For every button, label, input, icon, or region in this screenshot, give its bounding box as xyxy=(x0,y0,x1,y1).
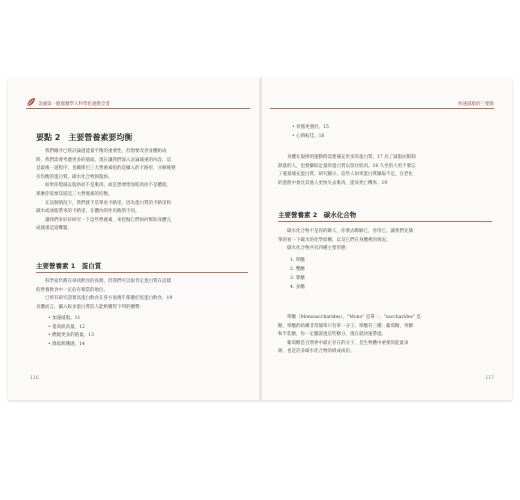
carb-paragraphs xyxy=(278,228,492,254)
intro-line: 碳水或油脂帶來的卡路里，在體內的作用截然不同。 xyxy=(36,209,140,215)
list-item: 3. 寡醣 xyxy=(290,276,305,281)
intro-paragraphs xyxy=(36,148,248,234)
carb-types-list xyxy=(290,256,305,292)
subheading-carbs: 主要營養素 2 碳水化合物 xyxy=(278,211,357,219)
body-line: 碳水化合物共有四種主要形態： xyxy=(287,246,350,252)
list-item: • 燃燒更多的熱量。13 xyxy=(48,332,94,341)
subheading-rule xyxy=(36,272,248,273)
body-line: 熱量的人，也要攝取足量的蛋白質以留住肌肉。18 久坐的人更不要忘 xyxy=(278,163,416,169)
body-line: 葡萄糖是自然界中最正存在的分子，是生物體中重要的能量來 xyxy=(287,340,409,346)
list-item: • 加速減脂。11 xyxy=(48,315,94,324)
intro-line: 是最後一道程序，也關係巴三大營養素指的是攝入的卡路里，分解後變 xyxy=(36,166,176,172)
intro-line: 我們剛才已經討論過能量平衡的重要性，但想要改善身體組成 xyxy=(45,149,167,154)
list-item: • 降低飢餓感。14 xyxy=(48,341,94,350)
list-item: 2. 雙醣 xyxy=(290,267,305,272)
body-line: 和半乳糖，你一定聽說過這些糖分，現在就快速帶過。 xyxy=(278,332,386,338)
protein-benefits-continued xyxy=(292,124,329,141)
intro-line: 那麼你需要知道這三大營養素的均衡。 xyxy=(36,191,113,197)
subheading-protein: 主要營養素 1 蛋白質 xyxy=(36,262,102,270)
body-line: 身體在規律的運動時需要補充更多的蛋白質。17 為了減脂而限制 xyxy=(287,155,416,160)
intro-line: 有均衡的蛋白質、碳水化合物與脂肪。 xyxy=(36,174,113,180)
protein-exercise-paragraph xyxy=(278,154,492,188)
intro-line: 時，我們需要考慮更多的層面。現在讓我們深入討論減重的內容，這 xyxy=(36,157,171,163)
protein-paragraphs xyxy=(36,278,248,312)
leaf-logo-icon xyxy=(26,97,36,107)
protein-benefits-list xyxy=(48,315,94,349)
subheading-rule xyxy=(278,221,492,222)
body-line: 的過程中會比其他人更快失去肌肉，提高死亡機率。19 xyxy=(278,180,388,186)
body-line: 碳水化合物不是你的敵人，你要去瞭解它，善用它，讓我們先簡 xyxy=(287,229,413,234)
intro-line: 讓我們來好好研究一下這些營養素，來挖掘它們如何幫助身體完 xyxy=(45,217,171,223)
list-item: 1. 單醣 xyxy=(290,258,305,263)
book-spread xyxy=(8,78,512,400)
page-number-right: 117 xyxy=(485,376,494,381)
running-header-right: 快速減脂的三要點 xyxy=(458,102,494,107)
list-item: 4. 多醣 xyxy=(290,285,305,290)
left-page xyxy=(8,78,258,400)
intro-line: 如果你想減去脂肪而不是肌肉，或是想要增加肌肉而不是體脂， xyxy=(45,183,171,189)
body-line: 單的看一下碳水的化學結構，以及它們在身體裡的情況。 xyxy=(278,237,391,243)
monosaccharide-paragraphs xyxy=(278,314,492,357)
intro-line: 在這個情況下，我們就不是單看卡路里，因為蛋白質的卡路里和 xyxy=(45,200,171,206)
protein-line: 已經有研究證實高蛋白飲食在各方面幾乎都優於低蛋白飲食，19 xyxy=(45,296,173,302)
body-line: 糖，單醣的結構非常簡單只有單一分子。單醣有三種：葡萄糖、果糖 xyxy=(278,323,413,329)
section-title: 要點 2 主要營養素要均衡 xyxy=(36,133,133,142)
list-item: • 心情較佳。16 xyxy=(292,133,329,142)
protein-line: 具體而言，攝入較多蛋白質的人能夠獲得下列的優勢： xyxy=(36,304,144,310)
protein-line: 科學家仍舊在尋找飲食的真理，但我們可以很肯定蛋白質在這樣 xyxy=(45,279,171,284)
header-rule-left xyxy=(26,108,250,109)
body-line: 源，也是許多碳水化合物的組成成份。 xyxy=(278,349,355,355)
header-rule-right xyxy=(270,108,494,109)
body-line: 單醣（Monosaccharides）。"Mono" 是單一，"saccharides" 是 xyxy=(287,315,421,320)
body-line: 了適量補充蛋白質，研究顯示，這些人如果蛋白質攝取不足，在老化 xyxy=(278,172,413,178)
running-header-left: 美國第一健康醫學人科學化運動全書 xyxy=(38,102,110,107)
intro-line: 成減重這道難題。 xyxy=(36,226,72,232)
right-page xyxy=(262,78,512,400)
list-item: • 提高肌肉量。12 xyxy=(48,324,94,333)
protein-line: 的營養飲食中一定佔有相當的地位。 xyxy=(36,287,108,293)
page-number-left: 116 xyxy=(30,376,39,381)
list-item: • 骨骼更強壯。15 xyxy=(292,124,329,133)
